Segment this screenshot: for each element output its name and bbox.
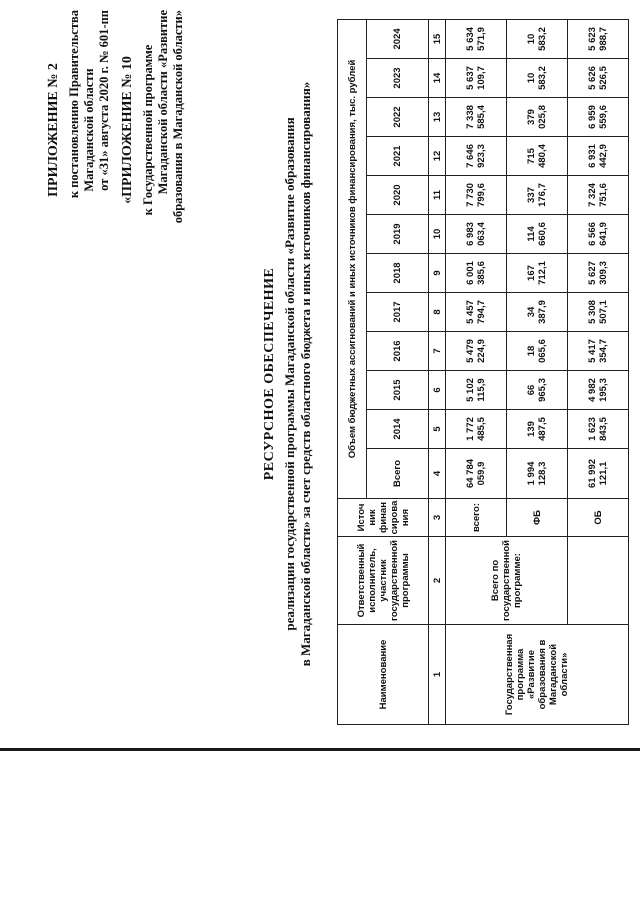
col-header-year: 2019: [367, 215, 429, 254]
col-header-year: 2017: [367, 293, 429, 332]
col-header-total: Всего: [367, 449, 429, 499]
col-header-year: 2021: [367, 137, 429, 176]
col-number: 15: [429, 19, 446, 58]
appendix-header: [46, 10, 186, 250]
value-cell: 5 457 794,7: [446, 293, 507, 332]
col-number: 5: [429, 410, 446, 449]
subtitle-line-2: в Магаданской области» за счет средств областного бюджета и иных источников финансирования»: [298, 81, 313, 667]
program-line-1: к Государственной программе: [141, 44, 155, 216]
col-number: 10: [429, 215, 446, 254]
col-header-executor: Ответственный исполнитель, участник государственной программы: [338, 537, 429, 625]
subtitle-line-1: реализации государственной программы Магаданской области «Развитие образования: [282, 117, 297, 631]
executor-cell-empty: [568, 537, 629, 625]
total-cell: 1 994 128,3: [507, 449, 568, 499]
col-number: 13: [429, 98, 446, 137]
column-number-row: [429, 19, 446, 724]
value-cell: 1 772 485,5: [446, 410, 507, 449]
appendix2-title: «ПРИЛОЖЕНИЕ № 10: [120, 56, 135, 204]
col-number: 12: [429, 137, 446, 176]
value-cell: 337 176,7: [507, 176, 568, 215]
value-cell: 66 965,3: [507, 371, 568, 410]
value-cell: 6 983 063,4: [446, 215, 507, 254]
value-cell: 5 634 571,9: [446, 19, 507, 58]
value-cell: 5 102 115,9: [446, 371, 507, 410]
col-number: 7: [429, 332, 446, 371]
value-cell: 5 626 526,5: [568, 59, 629, 98]
document-title: РЕСУРСНОЕ ОБЕСПЕЧЕНИЕ: [262, 267, 277, 481]
value-cell: 7 730 799,6: [446, 176, 507, 215]
col-header-source: Источ ник финан сирова ния: [338, 499, 429, 537]
value-cell: 4 982 195,3: [568, 371, 629, 410]
col-header-year: 2023: [367, 59, 429, 98]
value-cell: 5 637 109,7: [446, 59, 507, 98]
decree-line-3: от «31» августа 2020 г. № 601-пп: [97, 10, 111, 191]
decree-line-1: к постановлению Правительства: [67, 10, 81, 199]
source-cell: ФБ: [507, 499, 568, 537]
col-header-year: 2024: [367, 19, 429, 58]
value-cell: 5 479 224,9: [446, 332, 507, 371]
value-cell: 715 480,4: [507, 137, 568, 176]
value-cell: 6 566 641,9: [568, 215, 629, 254]
source-cell: ОБ: [568, 499, 629, 537]
value-cell: 18 065,6: [507, 332, 568, 371]
table-row: [568, 19, 629, 724]
col-header-year: 2016: [367, 332, 429, 371]
program-line-3: образования в Магаданской области»: [171, 10, 185, 224]
value-cell: 114 660,6: [507, 215, 568, 254]
col-number: 6: [429, 371, 446, 410]
value-cell: 6 931 442,9: [568, 137, 629, 176]
col-number: 3: [429, 499, 446, 537]
total-cell: 64 784 059,9: [446, 449, 507, 499]
value-cell: 167 712,1: [507, 254, 568, 293]
executor-cell: Всего по государственной программе:: [446, 537, 568, 625]
appendix-title: ПРИЛОЖЕНИЕ № 2: [46, 63, 61, 197]
col-number: 2: [429, 537, 446, 625]
col-number: 11: [429, 176, 446, 215]
total-cell: 61 992 121,1: [568, 449, 629, 499]
col-header-name: Наименование: [338, 625, 429, 725]
value-cell: 139 487,5: [507, 410, 568, 449]
col-number: 9: [429, 254, 446, 293]
value-cell: 6 001 385,6: [446, 254, 507, 293]
value-cell: 10 583,2: [507, 59, 568, 98]
col-number: 8: [429, 293, 446, 332]
scan-edge-line: [0, 748, 640, 751]
col-header-year: 2015: [367, 371, 429, 410]
value-cell: 6 959 559,6: [568, 98, 629, 137]
col-number: 4: [429, 449, 446, 499]
table-row: [446, 19, 507, 724]
col-header-year: 2022: [367, 98, 429, 137]
value-cell: 5 417 354,7: [568, 332, 629, 371]
value-cell: 34 387,9: [507, 293, 568, 332]
value-cell: 1 623 843,5: [568, 410, 629, 449]
col-number: 1: [429, 625, 446, 725]
value-cell: 5 308 507,1: [568, 293, 629, 332]
value-cell: 379 025,8: [507, 98, 568, 137]
document-subtitle: [282, 0, 314, 748]
col-header-year: 2014: [367, 410, 429, 449]
value-cell: 5 627 309,3: [568, 254, 629, 293]
header-row-1: [338, 19, 367, 724]
col-header-year: 2018: [367, 254, 429, 293]
value-cell: 10 583,2: [507, 19, 568, 58]
value-cell: 5 623 988,7: [568, 19, 629, 58]
program-line-2: Магаданской области «Развитие: [156, 10, 170, 195]
col-number: 14: [429, 59, 446, 98]
col-header-volume: Объем бюджетных ассигнований и иных источников финансирования, тыс. рублей: [338, 19, 367, 498]
program-name-cell: Государственная программа «Развитие образования в Магаданской области»: [446, 625, 629, 725]
value-cell: 7 338 585,4: [446, 98, 507, 137]
col-header-year: 2020: [367, 176, 429, 215]
value-cell: 7 646 923,3: [446, 137, 507, 176]
resource-table: [337, 19, 629, 725]
value-cell: 7 324 751,6: [568, 176, 629, 215]
source-cell: всего:: [446, 499, 507, 537]
decree-line-2: Магаданской области: [82, 68, 96, 192]
